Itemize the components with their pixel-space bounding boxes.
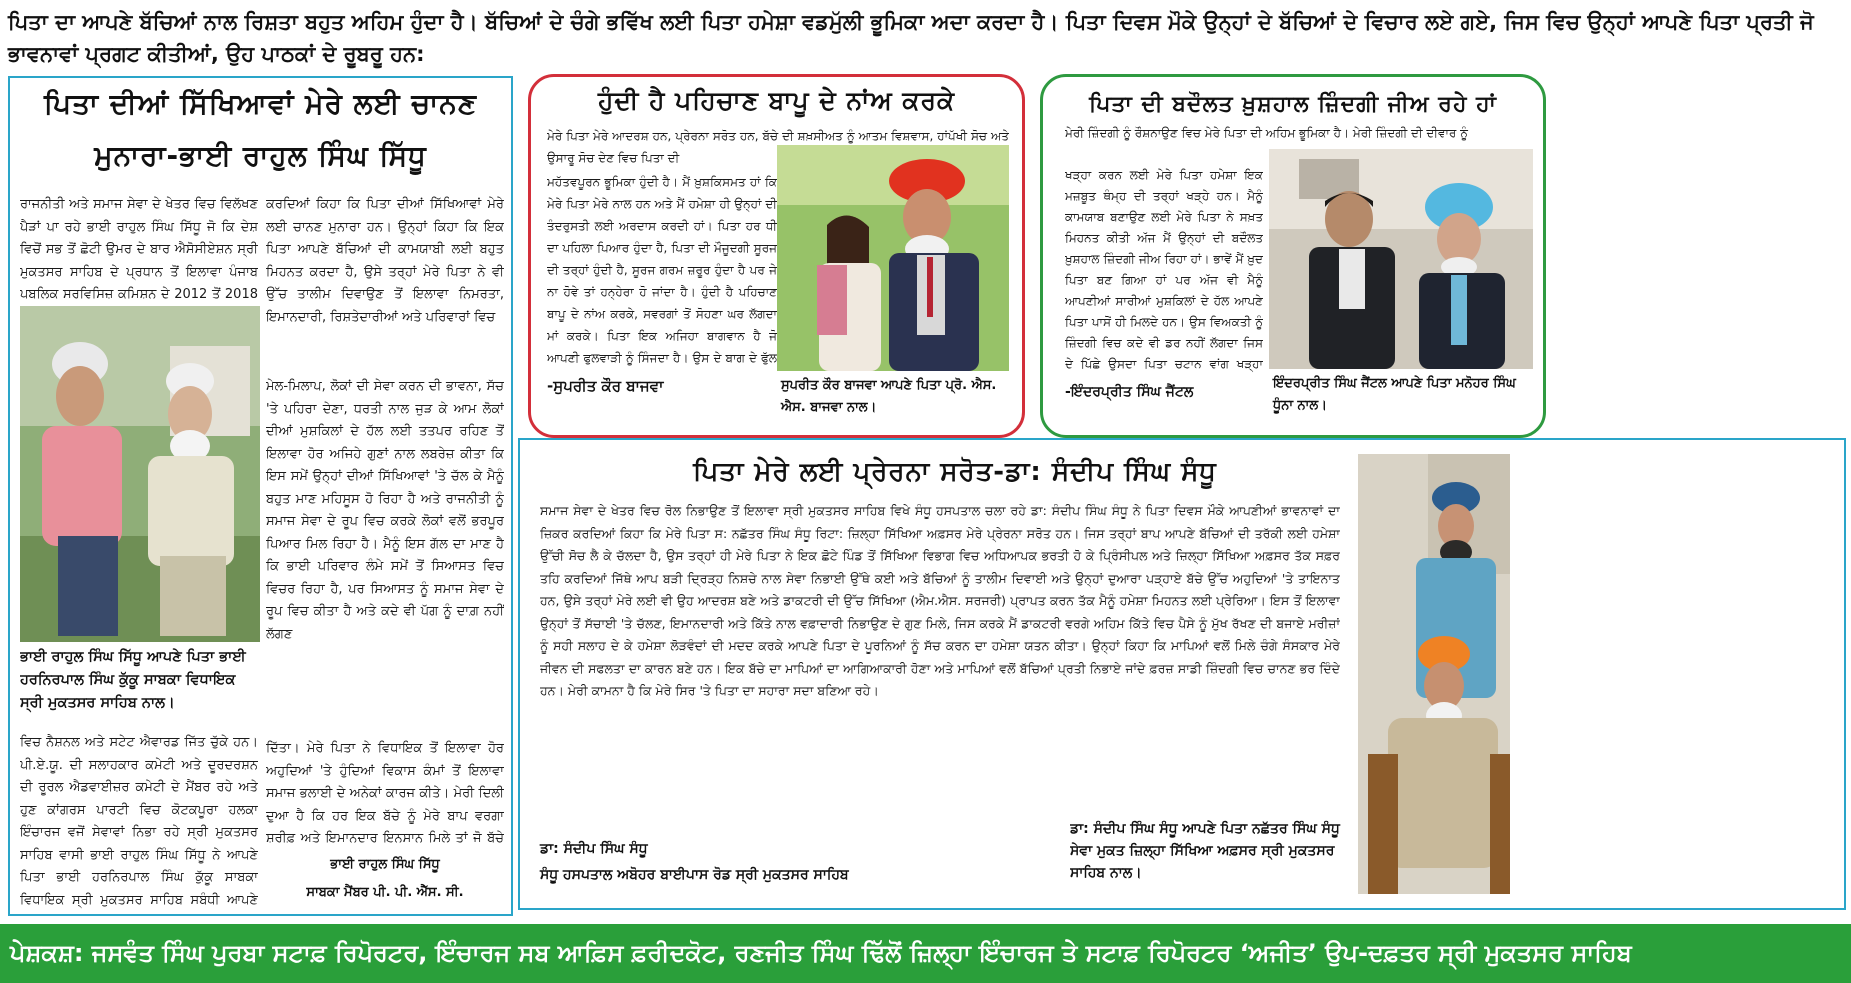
article3-headline: ਪਿਤਾ ਦੀ ਬਦੌਲਤ ਖ਼ੁਸ਼ਹਾਲ ਜ਼ਿੰਦਗੀ ਜੀਅ ਰਹੇ ਹਾਂ <box>1089 92 1497 117</box>
article1-byline-title: ਸਾਬਕਾ ਮੈਂਬਰ ਪੀ. ਪੀ. ਐੱਸ. ਸੀ. <box>306 885 464 900</box>
article-inderpreet-gentle <box>1040 74 1546 438</box>
article1-col2-mid: ਮੇਲ-ਮਿਲਾਪ, ਲੋਕਾਂ ਦੀ ਸੇਵਾ ਕਰਨ ਦੀ ਭਾਵਨਾ, ਸੱਚ 'ਤੇ ਪਹਿਰਾ ਦੇਣਾ, ਧਰਤੀ ਨਾਲ ਜੁੜ ਕੇ ਆਮ ਲੋਕਾਂ ਦੀਆਂ ਮੁਸ਼ਕਿਲਾਂ ਦੇ ਹੱਲ ਲਈ ਤਤਪਰ ਰਹਿਣ ਤੋਂ ਇਲਾਵਾ ਹੋਰ ਅਜਿਹੇ ਗੁਣਾਂ ਨਾਲ ਲਬਰੇਜ਼ ਕੀਤਾ ਕਿ ਇਸ ਸਮੇਂ ਉਨ੍ਹਾਂ ਦੀਆਂ ਸਿੱਖਿਆਵਾਂ 'ਤੇ ਚੱਲ ਕੇ ਮੈਨੂੰ ਬਹੁਤ ਮਾਣ ਮਹਿਸੂਸ ਹੋ ਰਿਹਾ ਹੈ ਅਤੇ ਰਾਜਨੀਤੀ ਨੂੰ ਸਮਾਜ ਸੇਵਾ ਦੇ ਰੂਪ ਵਿਚ ਕਰਕੇ ਲੋਕਾਂ ਵਲੋਂ ਭਰਪੂਰ ਪਿਆਰ ਮਿਲ ਰਿਹਾ ਹੈ। ਮੈਨੂੰ ਇਸ ਗੱਲ ਦਾ ਮਾਣ ਹੈ ਕਿ ਭਾਈ ਪਰਿਵਾਰ ਲੰਮੇ ਸਮੇਂ ਤੋਂ ਸਿਆਸਤ ਵਿਚ ਵਿਚਰ ਰਿਹਾ ਹੈ, ਪਰ ਸਿਆਸਤ ਨੂੰ ਸਮਾਜ ਸੇਵਾ ਦੇ ਰੂਪ ਵਿਚ ਕੀਤਾ ਹੈ ਅਤੇ ਕਦੇ ਵੀ ਪੱਗ ਨੂੰ ਦਾਗ਼ ਨਹੀਂ ਲੱਗਣ <box>266 379 504 642</box>
article-sandeep-sandhu <box>518 438 1846 910</box>
article3-photo <box>1269 149 1533 369</box>
article1-col1-top: ਰਾਜਨੀਤੀ ਅਤੇ ਸਮਾਜ ਸੇਵਾ ਦੇ ਖੇਤਰ ਵਿਚ ਵਿਲੱਖਣ ਪੈੜਾਂ ਪਾ ਰਹੇ ਭਾਈ ਰਾਹੁਲ ਸਿੰਘ ਸਿੱਧੂ ਜੋ ਕਿ ਦੇਸ਼ ਵਿਚੋਂ ਸਭ ਤੋਂ ਛੋਟੀ ਉਮਰ ਦੇ ਬਾਰ ਐਸੋਸੀਏਸ਼ਨ ਸ੍ਰੀ ਮੁਕਤਸਰ ਸਾਹਿਬ ਦੇ ਪ੍ਰਧਾਨ ਤੋਂ ਇਲਾਵਾ ਪੰਜਾਬ ਪਬਲਿਕ ਸਰਵਿਸਿਜ਼ ਕਮਿਸ਼ਨ ਦੇ 2012 ਤੋਂ 2018 <box>20 197 258 302</box>
footer-credits: ਪੇਸ਼ਕਸ਼: ਜਸਵੰਤ ਸਿੰਘ ਪੁਰਬਾ ਸਟਾਫ਼ ਰਿਪੋਰਟਰ, ਇੰਚਾਰਜ ਸਬ ਆਫ਼ਿਸ ਫ਼ਰੀਦਕੋਟ, ਰਣਜੀਤ ਸਿੰਘ ਢਿੱਲੋਂ ਜ਼ਿਲ੍ਹਾ ਇੰਚਾਰਜ ਤੇ ਸਟਾਫ਼ ਰਿਪੋਰਟਰ ‘ਅਜੀਤ’ ਉਪ-ਦਫ਼ਤਰ ਸ੍ਰੀ ਮੁਕਤਸਰ ਸਾਹਿਬ <box>0 924 1851 983</box>
intro-paragraph: ਪਿਤਾ ਦਾ ਆਪਣੇ ਬੱਚਿਆਂ ਨਾਲ ਰਿਸ਼ਤਾ ਬਹੁਤ ਅਹਿਮ ਹੁੰਦਾ ਹੈ। ਬੱਚਿਆਂ ਦੇ ਚੰਗੇ ਭਵਿੱਖ ਲਈ ਪਿਤਾ ਹਮੇਸ਼ਾ ਵਡਮੁੱਲੀ ਭੂਮਿਕਾ ਅਦਾ ਕਰਦਾ ਹੈ। ਪਿਤਾ ਦਿਵਸ ਮੌਕੇ ਉਨ੍ਹਾਂ ਦੇ ਬੱਚਿਆਂ ਦੇ ਵਿਚਾਰ ਲਏ ਗਏ, ਜਿਸ ਵਿਚ ਉਨ੍ਹਾਂ ਆਪਣੇ ਪਿਤਾ ਪ੍ਰਤੀ ਜੋ ਭਾਵਨਾਵਾਂ ਪ੍ਰਗਟ ਕੀਤੀਆਂ, ਉਹ ਪਾਠਕਾਂ ਦੇ ਰੂਬਰੂ ਹਨ: <box>8 10 1814 66</box>
article2-headline: ਹੁੰਦੀ ਹੈ ਪਹਿਚਾਣ ਬਾਪੂ ਦੇ ਨਾਂਅ ਕਰਕੇ <box>597 86 956 115</box>
article1-col1-bottom: ਵਿਚ ਨੈਸ਼ਨਲ ਅਤੇ ਸਟੇਟ ਐਵਾਰਡ ਜਿੱਤ ਚੁੱਕੇ ਹਨ। ਪੀ.ਏ.ਯੂ. ਦੀ ਸਲਾਹਕਾਰ ਕਮੇਟੀ ਅਤੇ ਦੂਰਦਰਸ਼ਨ ਦੀ ਰੂਰਲ ਐਡਵਾਈਜ਼ਰ ਕਮੇਟੀ ਦੇ ਮੈਂਬਰ ਰਹੇ ਅਤੇ ਹੁਣ ਕਾਂਗਰਸ ਪਾਰਟੀ ਵਿਚ ਕੋਟਕਪੂਰਾ ਹਲਕਾ ਇੰਚਾਰਜ ਵਜੋਂ ਸੇਵਾਵਾਂ ਨਿਭਾ ਰਹੇ ਸ੍ਰੀ ਮੁਕਤਸਰ ਸਾਹਿਬ ਵਾਸੀ ਭਾਈ ਰਾਹੁਲ ਸਿੰਘ ਸਿੱਧੂ ਨੇ ਆਪਣੇ ਪਿਤਾ ਭਾਈ ਹਰਨਿਰਪਾਲ ਸਿੰਘ ਕੁੱਕੂ ਸਾਬਕਾ ਵਿਧਾਇਕ ਸ੍ਰੀ ਮੁਕਤਸਰ ਸਾਹਿਬ ਸਬੰਧੀ ਆਪਣੇ <box>20 735 258 908</box>
article3-byline: -ਇੰਦਰਪ੍ਰੀਤ ਸਿੰਘ ਜੈਂਟਲ <box>1065 384 1194 400</box>
article2-byline: -ਸੁਪਰੀਤ ਕੌਰ ਬਾਜਵਾ <box>547 377 664 395</box>
article1-headline-line1: ਪਿਤਾ ਦੀਆਂ ਸਿੱਖਿਆਵਾਂ ਮੇਰੇ ਲਈ ਚਾਨਣ <box>44 87 477 120</box>
article3-lead: ਮੇਰੀ ਜ਼ਿੰਦਗੀ ਨੂੰ ਰੌਸ਼ਨਾਉਣ ਵਿਚ ਮੇਰੇ ਪਿਤਾ ਦੀ ਅਹਿਮ ਭੂਮਿਕਾ ਹੈ। ਮੇਰੀ ਜ਼ਿੰਦਗੀ ਦੀ ਦੀਵਾਰ ਨੂੰ <box>1065 126 1468 140</box>
article1-photo-caption: ਭਾਈ ਰਾਹੁਲ ਸਿੰਘ ਸਿੱਧੂ ਆਪਣੇ ਪਿਤਾ ਭਾਈ ਹਰਨਿਰਪਾਲ ਸਿੰਘ ਕੁੱਕੂ ਸਾਬਕਾ ਵਿਧਾਇਕ ਸ੍ਰੀ ਮੁਕਤਸਰ ਸਾਹਿਬ ਨਾਲ। <box>20 649 246 711</box>
article1-byline-name: ਭਾਈ ਰਾਹੁਲ ਸਿੰਘ ਸਿੱਧੂ <box>330 857 440 872</box>
article4-photo <box>1358 454 1510 894</box>
article-rahul-sidhu <box>8 76 513 916</box>
article2-body: ਮਹੱਤਵਪੂਰਨ ਭੂਮਿਕਾ ਹੁੰਦੀ ਹੈ। ਮੈਂ ਖ਼ੁਸ਼ਕਿਸਮਤ ਹਾਂ ਕਿ ਮੇਰੇ ਪਿਤਾ ਮੇਰੇ ਨਾਲ ਹਨ ਅਤੇ ਮੈਂ ਹਮੇਸ਼ਾ ਹੀ ਉਨ੍ਹਾਂ ਦੀ ਤੰਦਰੁਸਤੀ ਲਈ ਅਰਦਾਸ ਕਰਦੀ ਹਾਂ। ਪਿਤਾ ਹਰ ਧੀ ਦਾ ਪਹਿਲਾ ਪਿਆਰ ਹੁੰਦਾ ਹੈ, ਪਿਤਾ ਦੀ ਮੌਜੂਦਗੀ ਸੂਰਜ ਦੀ ਤਰ੍ਹਾਂ ਹੁੰਦੀ ਹੈ, ਸੂਰਜ ਗਰਮ ਜ਼ਰੂਰ ਹੁੰਦਾ ਹੈ ਪਰ ਜੇ ਨਾ ਹੋਵੇ ਤਾਂ ਹਨ੍ਹੇਰਾ ਹੋ ਜਾਂਦਾ ਹੈ। ਹੁੰਦੀ ਹੈ ਪਹਿਚਾਣ ਬਾਪੂ ਦੇ ਨਾਂਅ ਕਰਕੇ, ਸਵਰਗਾਂ ਤੋਂ ਸੋਹਣਾ ਘਰ ਲੱਗਦਾ ਮਾਂ ਕਰਕੇ। ਪਿਤਾ ਇਕ ਅਜਿਹਾ ਬਾਗਵਾਨ ਹੈ ਜੋ ਆਪਣੀ ਫੁਲਵਾੜੀ ਨੂੰ ਸਿੰਜਦਾ ਹੈ। ਉਸ ਦੇ ਬਾਗ ਦੇ ਫੁੱਲ <box>547 175 777 365</box>
article1-col2-bottom: ਦਿੱਤਾ। ਮੇਰੇ ਪਿਤਾ ਨੇ ਵਿਧਾਇਕ ਤੋਂ ਇਲਾਵਾ ਹੋਰ ਅਹੁਦਿਆਂ 'ਤੇ ਹੁੰਦਿਆਂ ਵਿਕਾਸ ਕੰਮਾਂ ਤੋਂ ਇਲਾਵਾ ਸਮਾਜ ਭਲਾਈ ਦੇ ਅਨੇਕਾਂ ਕਾਰਜ ਕੀਤੇ। ਮੇਰੀ ਦਿਲੀ ਦੁਆ ਹੈ ਕਿ ਹਰ ਇਕ ਬੱਚੇ ਨੂੰ ਮੇਰੇ ਬਾਪ ਵਰਗਾ ਸ਼ਰੀਫ਼ ਅਤੇ ਇਮਾਨਦਾਰ ਇਨਸਾਨ ਮਿਲੇ ਤਾਂ ਜੋ ਬੱਚੇ <box>266 741 504 846</box>
article1-headline-line2: ਮੁਨਾਰਾ-ਭਾਈ ਰਾਹੁਲ ਸਿੰਘ ਸਿੱਧੂ <box>94 139 427 172</box>
article2-lead: ਮੇਰੇ ਪਿਤਾ ਮੇਰੇ ਆਦਰਸ਼ ਹਨ, ਪ੍ਰੇਰਨਾ ਸਰੋਤ ਹਨ, ਬੱਚੇ ਦੀ ਸ਼ਖ਼ਸੀਅਤ ਨੂੰ ਆਤਮ ਵਿਸ਼ਵਾਸ, ਹਾਂਪੱਖੀ ਸੋਚ ਅਤੇ ਉਸਾਰੂ ਸੋਚ ਦੇਣ ਵਿਚ ਪਿਤਾ ਦੀ <box>547 129 1009 165</box>
article4-body: ਸਮਾਜ ਸੇਵਾ ਦੇ ਖੇਤਰ ਵਿਚ ਰੋਲ ਨਿਭਾਉਣ ਤੋਂ ਇਲਾਵਾ ਸ੍ਰੀ ਮੁਕਤਸਰ ਸਾਹਿਬ ਵਿਖੇ ਸੰਧੂ ਹਸਪਤਾਲ ਚਲਾ ਰਹੇ ਡਾ: ਸੰਦੀਪ ਸਿੰਘ ਸੰਧੂ ਨੇ ਪਿਤਾ ਦਿਵਸ ਮੌਕੇ ਆਪਣੀਆਂ ਭਾਵਨਾਵਾਂ ਦਾ ਜ਼ਿਕਰ ਕਰਦਿਆਂ ਕਿਹਾ ਕਿ ਮੇਰੇ ਪਿਤਾ ਸ: ਨਛੱਤਰ ਸਿੰਘ ਸੰਧੂ ਰਿਟਾ: ਜ਼ਿਲ੍ਹਾ ਸਿੱਖਿਆ ਅਫ਼ਸਰ ਮੇਰੇ ਪ੍ਰੇਰਨਾ ਸਰੋਤ ਹਨ। ਜਿਸ ਤਰ੍ਹਾਂ ਬਾਪ ਆਪਣੇ ਬੱਚਿਆਂ ਦੀ ਤਰੱਕੀ ਲਈ ਹਮੇਸ਼ਾ ਉੱਚੀ ਸੋਚ ਲੈ ਕੇ ਚੱਲਦਾ ਹੈ, ਉਸ ਤਰ੍ਹਾਂ ਹੀ ਮੇਰੇ ਪਿਤਾ ਨੇ ਇਕ ਛੋਟੇ ਪਿੰਡ ਤੋਂ ਸਿੱਖਿਆ ਵਿਭਾਗ ਵਿਚ ਅਧਿਆਪਕ ਭਰਤੀ ਹੋ ਕੇ ਪ੍ਰਿੰਸੀਪਲ ਅਤੇ ਜ਼ਿਲ੍ਹਾ ਸਿੱਖਿਆ ਅਫ਼ਸਰ ਤੱਕ ਸਫ਼ਰ ਤਹਿ ਕਰਦਿਆਂ ਜਿੱਥੇ ਆਪ ਬੜੀ ਦ੍ਰਿੜ੍ਹ ਨਿਸ਼ਚੇ ਨਾਲ ਸੇਵਾ ਨਿਭਾਈ ਉੱਥੇ ਕਈ ਅਤੇ ਬੱਚਿਆਂ ਨੂੰ ਤਾਲੀਮ ਦਿਵਾਈ ਅਤੇ ਉਨ੍ਹਾਂ ਦੁਆਰਾ ਪੜ੍ਹਾਏ ਬੱਚੇ ਉੱਚ ਅਹੁਦਿਆਂ 'ਤੇ ਤਾਇਨਾਤ ਹਨ, ਉਸੇ ਤਰ੍ਹਾਂ ਮੇਰੇ ਲਈ ਵੀ ਉਹ ਆਦਰਸ਼ ਬਣੇ ਅਤੇ ਡਾਕਟਰੀ ਦੀ ਉੱਚ ਸਿੱਖਿਆ (ਐਮ.ਐਸ. ਸਰਜਰੀ) ਪ੍ਰਾਪਤ ਕਰਨ ਤੱਕ ਮੈਨੂੰ ਹਮੇਸ਼ਾ ਮਿਹਨਤ ਲਈ ਪ੍ਰੇਰਿਆ। ਇਸ ਤੋਂ ਇਲਾਵਾ ਉਨ੍ਹਾਂ ਤੋਂ ਸੱਚਾਈ 'ਤੇ ਚੱਲਣ, ਇਮਾਨਦਾਰੀ ਅਤੇ ਕਿੱਤੇ ਨਾਲ ਵਫ਼ਾਦਾਰੀ ਨਿਭਾਉਣ ਦੇ ਗੁਣ ਮਿਲੇ, ਜਿਸ ਕਰਕੇ ਮੈਂ ਡਾਕਟਰੀ ਵਰਗੇ ਅਹਿਮ ਕਿੱਤੇ ਵਿਚ ਪੈਸੇ ਨੂੰ ਮੁੱਖ ਰੱਖਣ ਦੀ ਬਜਾਏ ਮਰੀਜ਼ਾਂ ਨੂੰ ਸਹੀ ਸਲਾਹ ਦੇ ਕੇ ਹਮੇਸ਼ਾ ਲੋੜਵੰਦਾਂ ਦੀ ਮਦਦ ਕਰਕੇ ਆਪਣੇ ਪਿਤਾ ਦੇ ਪੂਰਨਿਆਂ ਨੂੰ ਸੱਚ ਕਰਨ ਦਾ ਹਮੇਸ਼ਾ ਯਤਨ ਕੀਤਾ। ਉਨ੍ਹਾਂ ਕਿਹਾ ਕਿ ਮਾਪਿਆਂ ਵਲੋਂ ਮਿਲੇ ਚੰਗੇ ਸੰਸਕਾਰ ਮੇਰੇ ਜੀਵਨ ਦੀ ਸਫਲਤਾ ਦਾ ਕਾਰਨ ਬਣੇ ਹਨ। ਇਕ ਬੱਚੇ ਦਾ ਮਾਪਿਆਂ ਦਾ ਆਗਿਆਕਾਰੀ ਹੋਣਾ ਅਤੇ ਮਾਪਿਆਂ ਵਲੋਂ ਬੱਚਿਆਂ ਪ੍ਰਤੀ ਨਿਭਾਏ ਜਾਂਦੇ ਫ਼ਰਜ਼ ਸਾਡੀ ਜ਼ਿੰਦਗੀ ਵਿਚ ਚਾਨਣ ਭਰ ਦਿੰਦੇ ਹਨ। ਮੇਰੀ ਕਾਮਨਾ ਹੈ ਕਿ ਮੇਰੇ ਸਿਰ 'ਤੇ ਪਿਤਾ ਦਾ ਸਹਾਰਾ ਸਦਾ ਬਣਿਆ ਰਹੇ। <box>540 503 1340 698</box>
article3-photo-caption: ਇੰਦਰਪ੍ਰੀਤ ਸਿੰਘ ਜੈਂਟਲ ਆਪਣੇ ਪਿਤਾ ਮਨੋਹਰ ਸਿੰਘ ਧੂੰਨਾ ਨਾਲ। <box>1273 376 1516 413</box>
article1-photo <box>20 306 260 642</box>
article4-byline-address: ਸੰਧੂ ਹਸਪਤਾਲ ਅਬੋਹਰ ਬਾਈਪਾਸ ਰੋਡ ਸ੍ਰੀ ਮੁਕਤਸਰ ਸਾਹਿਬ <box>540 867 849 883</box>
article4-byline-name: ਡਾ: ਸੰਦੀਪ ਸਿੰਘ ਸੰਧੂ <box>540 841 648 857</box>
article4-headline: ਪਿਤਾ ਮੇਰੇ ਲਈ ਪ੍ਰੇਰਨਾ ਸਰੋਤ-ਡਾ: ਸੰਦੀਪ ਸਿੰਘ ਸੰਧੂ <box>693 457 1217 487</box>
article1-col2-top: ਕਰਦਿਆਂ ਕਿਹਾ ਕਿ ਪਿਤਾ ਦੀਆਂ ਸਿੱਖਿਆਵਾਂ ਮੇਰੇ ਲਈ ਚਾਨਣ ਮੁਨਾਰਾ ਹਨ। ਉਨ੍ਹਾਂ ਕਿਹਾ ਕਿ ਇਕ ਪਿਤਾ ਆਪਣੇ ਬੱਚਿਆਂ ਦੀ ਕਾਮਯਾਬੀ ਲਈ ਬਹੁਤ ਮਿਹਨਤ ਕਰਦਾ ਹੈ, ਉਸੇ ਤਰ੍ਹਾਂ ਮੇਰੇ ਪਿਤਾ ਨੇ ਵੀ ਉੱਚ ਤਾਲੀਮ ਦਿਵਾਉਣ ਤੋਂ ਇਲਾਵਾ ਨਿਮਰਤਾ, ਇਮਾਨਦਾਰੀ, ਰਿਸ਼ਤੇਦਾਰੀਆਂ ਅਤੇ ਪਰਿਵਾਰਾਂ ਵਿਚ <box>266 197 504 325</box>
article4-photo-caption: ਡਾ: ਸੰਦੀਪ ਸਿੰਘ ਸੰਧੂ ਆਪਣੇ ਪਿਤਾ ਨਛੱਤਰ ਸਿੰਘ ਸੰਧੂ ਸੇਵਾ ਮੁਕਤ ਜ਼ਿਲ੍ਹਾ ਸਿੱਖਿਆ ਅਫ਼ਸਰ ਸ੍ਰੀ ਮੁਕਤਸਰ ਸਾਹਿਬ ਨਾਲ। <box>1070 821 1340 881</box>
article-supreet-bajwa <box>528 74 1025 438</box>
article2-photo-caption: ਸੁਪਰੀਤ ਕੌਰ ਬਾਜਵਾ ਆਪਣੇ ਪਿਤਾ ਪ੍ਰੋ. ਐਸ. ਐਸ. ਬਾਜਵਾ ਨਾਲ। <box>781 378 997 415</box>
article2-photo <box>777 145 1009 371</box>
article3-body: ਖੜ੍ਹਾ ਕਰਨ ਲਈ ਮੇਰੇ ਪਿਤਾ ਹਮੇਸ਼ਾ ਇਕ ਮਜ਼ਬੂਤ ਥੰਮ੍ਹ ਦੀ ਤਰ੍ਹਾਂ ਖੜ੍ਹੇ ਹਨ। ਮੈਨੂੰ ਕਾਮਯਾਬ ਬਣਾਉਣ ਲਈ ਮੇਰੇ ਪਿਤਾ ਨੇ ਸਖ਼ਤ ਮਿਹਨਤ ਕੀਤੀ ਅੱਜ ਮੈਂ ਉਨ੍ਹਾਂ ਦੀ ਬਦੌਲਤ ਖ਼ੁਸ਼ਹਾਲ ਜ਼ਿੰਦਗੀ ਜੀਅ ਰਿਹਾ ਹਾਂ। ਭਾਵੇਂ ਮੈਂ ਖ਼ੁਦ ਪਿਤਾ ਬਣ ਗਿਆ ਹਾਂ ਪਰ ਅੱਜ ਵੀ ਮੈਨੂੰ ਆਪਣੀਆਂ ਸਾਰੀਆਂ ਮੁਸ਼ਕਿਲਾਂ ਦੇ ਹੱਲ ਆਪਣੇ ਪਿਤਾ ਪਾਸੋਂ ਹੀ ਮਿਲਦੇ ਹਨ। ਉਸ ਵਿਅਕਤੀ ਨੂੰ ਜ਼ਿੰਦਗੀ ਵਿਚ ਕਦੇ ਵੀ ਡਰ ਨਹੀਂ ਲੱਗਦਾ ਜਿਸ ਦੇ ਪਿੱਛੇ ਉਸਦਾ ਪਿਤਾ ਚਟਾਨ ਵਾਂਗ ਖੜ੍ਹਾ <box>1065 168 1263 371</box>
